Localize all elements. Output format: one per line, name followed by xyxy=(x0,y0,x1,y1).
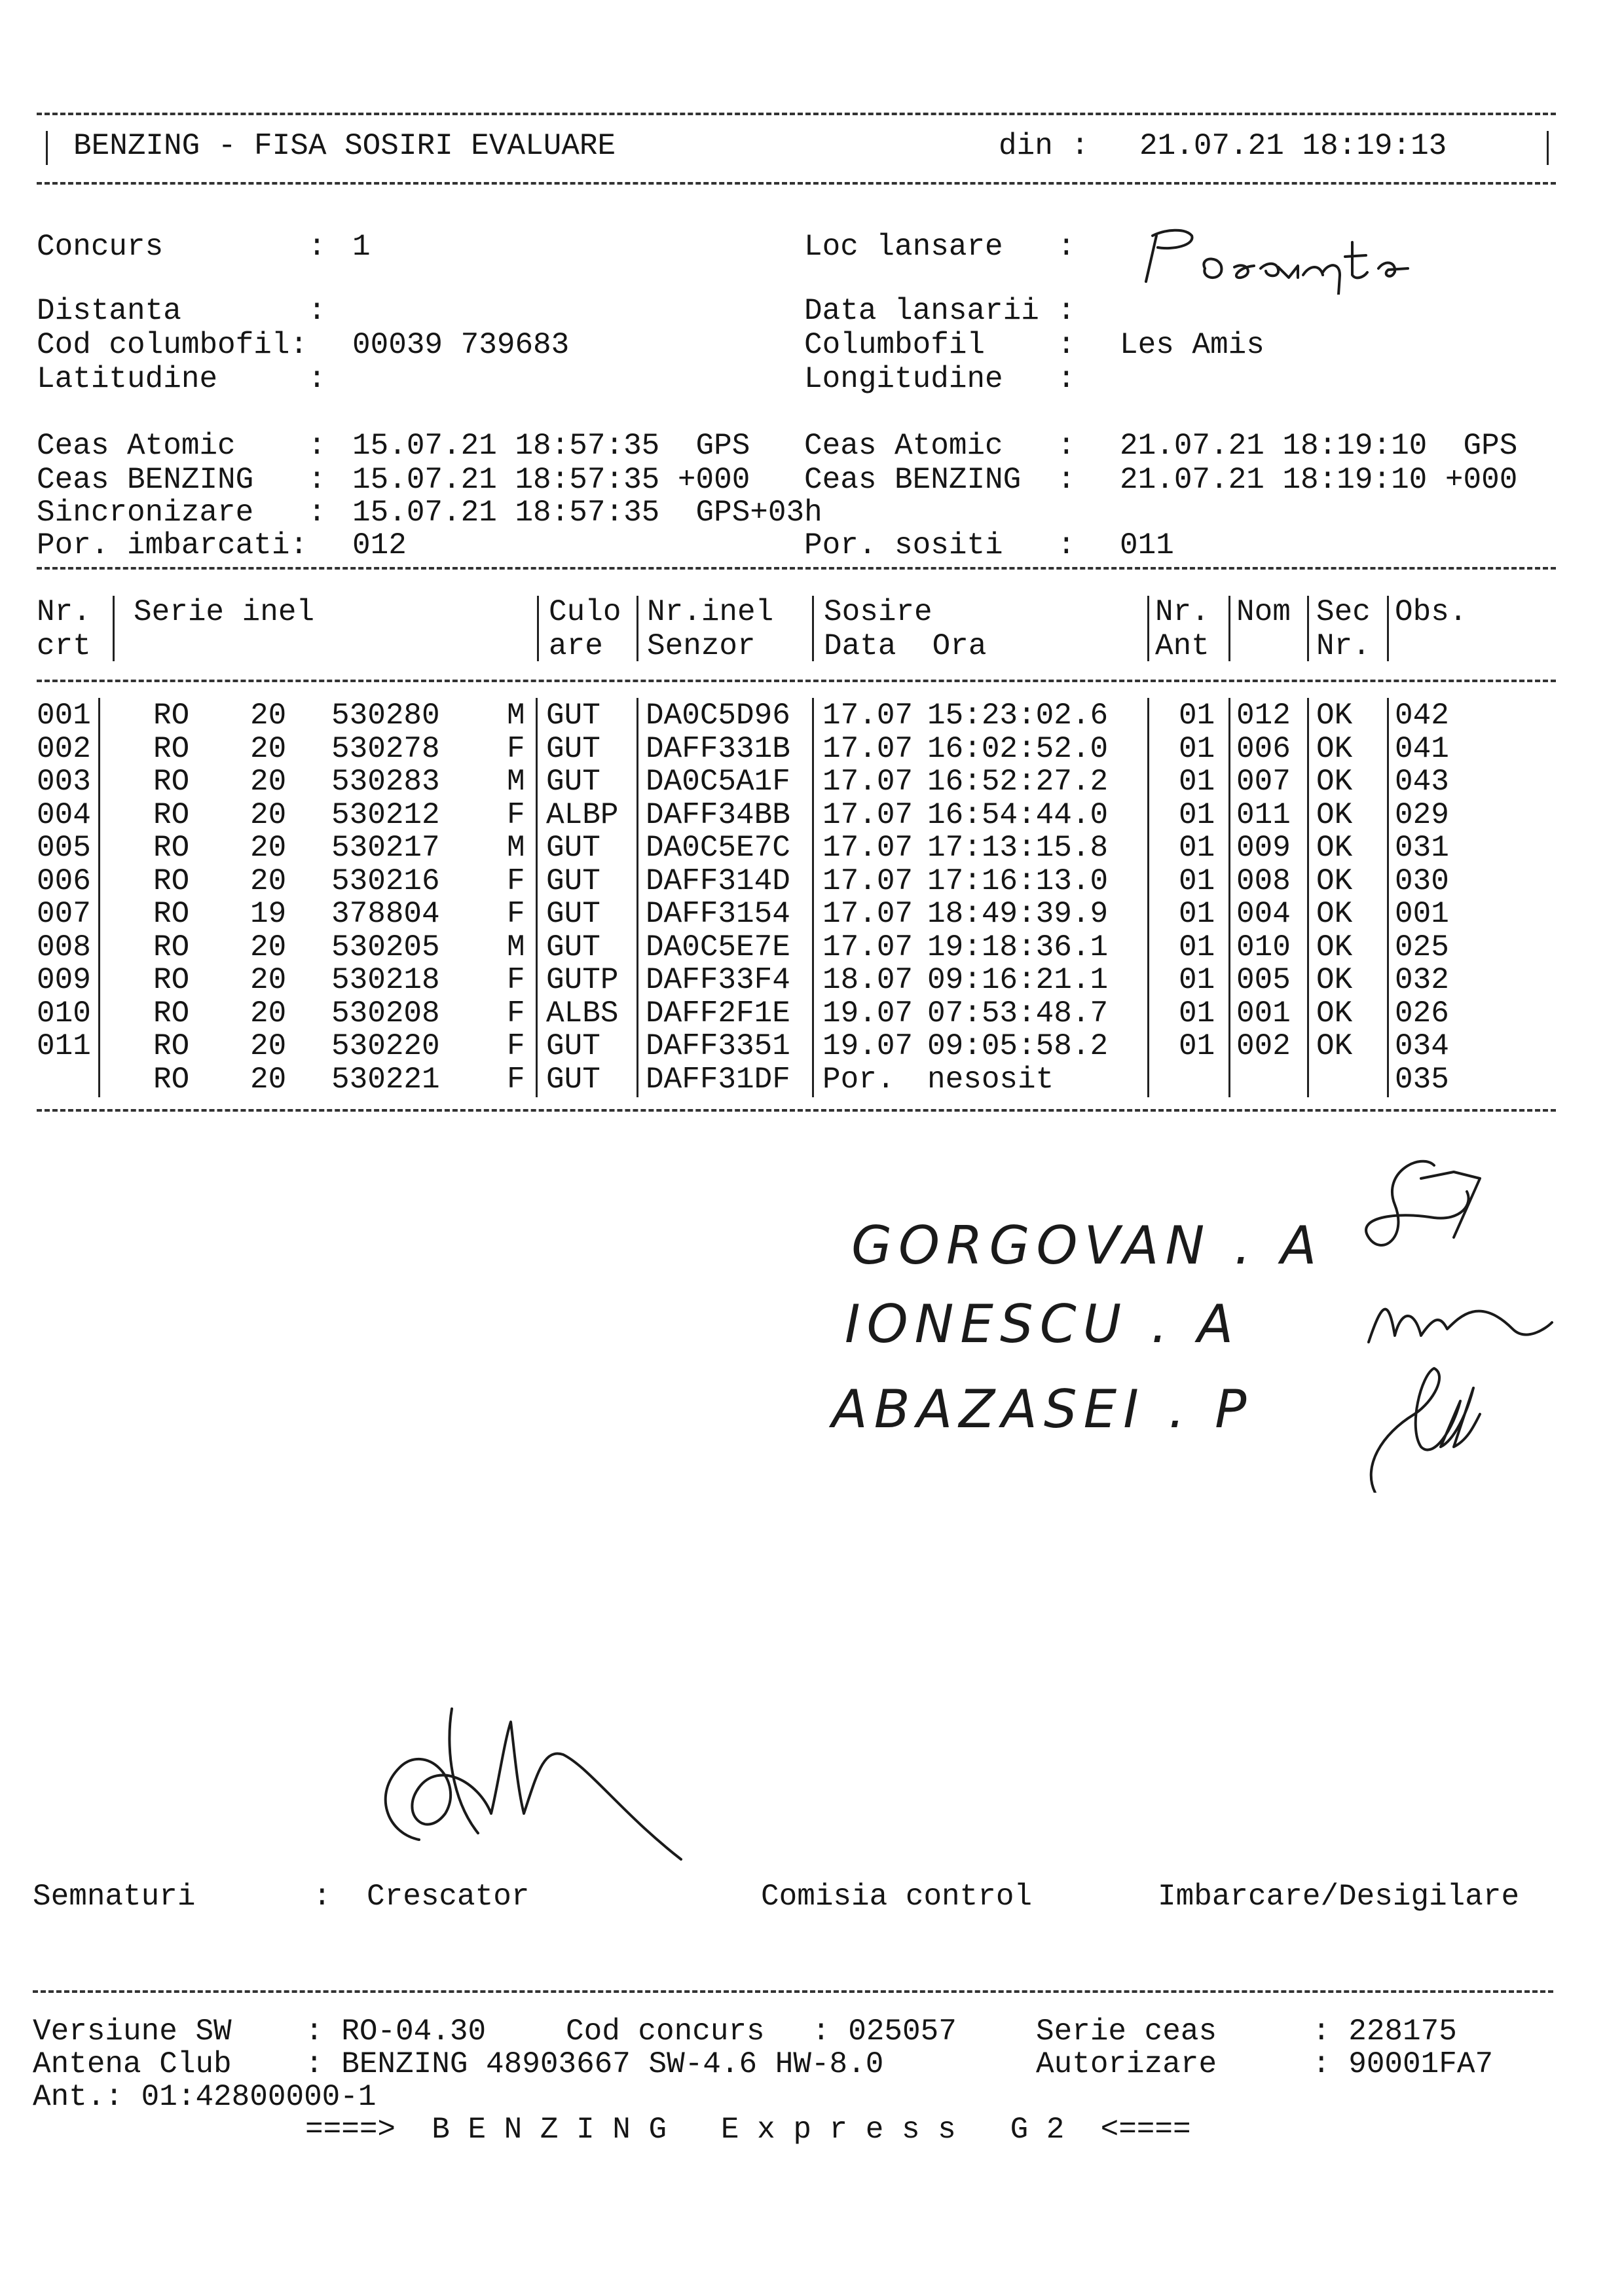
cell-date: Por. xyxy=(822,1062,895,1097)
crescator-label: Crescator xyxy=(367,1880,530,1914)
cell-ant: 01 xyxy=(1179,731,1215,766)
cell-time: 07:53:48.7 xyxy=(927,996,1109,1030)
cell-color: GUT xyxy=(546,1062,600,1097)
cell-year: 20 xyxy=(250,963,287,997)
cell-color: GUT xyxy=(546,765,600,799)
table-top-rule xyxy=(37,567,1556,570)
latitudine-label: Latitudine : xyxy=(37,362,326,396)
footer-top-rule xyxy=(33,1990,1553,1993)
cell-nom: 009 xyxy=(1236,831,1291,865)
cell-year: 20 xyxy=(250,930,287,964)
cell-ring: 530212 xyxy=(331,797,440,832)
header-top-rule xyxy=(37,113,1556,115)
cell-ant: 01 xyxy=(1179,897,1215,931)
cell-year: 20 xyxy=(250,699,287,733)
cod-columbofil-label: Cod columbofil: xyxy=(37,328,308,362)
cell-nr: 004 xyxy=(37,797,91,832)
cell-country: RO xyxy=(153,1029,190,1063)
serie-ceas-label: Serie ceas xyxy=(1036,2014,1217,2049)
cell-nr: 005 xyxy=(37,831,91,865)
columbofil-value: Les Amis xyxy=(1120,328,1264,362)
distanta-label: Distanta : xyxy=(37,294,326,328)
cell-ring: 530216 xyxy=(331,864,440,898)
autorizare-label: Autorizare xyxy=(1036,2047,1217,2081)
columbofil-label: Columbofil : xyxy=(804,328,1076,362)
cell-sex: F xyxy=(507,996,525,1030)
ceas-atomic-left-value: 15.07.21 18:57:35 GPS xyxy=(352,429,750,463)
por-sositi-label: Por. sositi : xyxy=(804,528,1076,562)
body-sep xyxy=(1147,698,1149,1097)
cell-country: RO xyxy=(153,996,190,1030)
hdr-sep xyxy=(812,596,814,661)
cell-nr: 010 xyxy=(37,996,91,1030)
cell-ant: 01 xyxy=(1179,930,1215,964)
cell-country: RO xyxy=(153,864,190,898)
cell-sex: M xyxy=(507,765,525,799)
cell-date: 17.07 xyxy=(822,765,913,799)
cell-year: 20 xyxy=(250,1062,287,1097)
cell-obs: 026 xyxy=(1395,996,1449,1030)
cell-year: 20 xyxy=(250,864,287,898)
ceas-atomic-right-label: Ceas Atomic : xyxy=(804,429,1076,463)
cell-sensor: DAFF2F1E xyxy=(646,996,790,1030)
cell-nr: 008 xyxy=(37,930,91,964)
cell-obs: 030 xyxy=(1395,864,1449,898)
cell-nr: 009 xyxy=(37,963,91,997)
cell-time: 15:23:02.6 xyxy=(927,699,1109,733)
cell-country: RO xyxy=(153,797,190,832)
cell-sec: OK xyxy=(1316,765,1353,799)
header-din-label: din : xyxy=(999,129,1090,163)
brand-line: ====> B E N Z I N G E x p r e s s G 2 <==== xyxy=(305,2113,1191,2147)
cell-ring: 530205 xyxy=(331,930,440,964)
col-header-ant: Ant xyxy=(1155,629,1209,663)
sincronizare-label: Sincronizare : xyxy=(37,496,326,530)
cell-sensor: DAFF3154 xyxy=(646,897,790,931)
ceas-benzing-left-value: 15.07.21 18:57:35 +000 xyxy=(352,463,750,497)
cell-ring: 530280 xyxy=(331,699,440,733)
cell-sec: OK xyxy=(1316,897,1353,931)
cell-sensor: DAFF3351 xyxy=(646,1029,790,1063)
col-header-data-ora: Data Ora xyxy=(824,629,987,663)
cell-sex: M xyxy=(507,930,525,964)
cell-ring: 530218 xyxy=(331,963,440,997)
cell-color: GUT xyxy=(546,699,600,733)
cell-color: GUT xyxy=(546,897,600,931)
col-header-obs: Obs. xyxy=(1395,595,1467,629)
cell-sensor: DAFF31DF xyxy=(646,1062,790,1097)
cell-country: RO xyxy=(153,1062,190,1097)
comisia-control-label: Comisia control xyxy=(761,1880,1033,1914)
col-header-crt: crt xyxy=(37,629,91,663)
cell-nr: 006 xyxy=(37,864,91,898)
body-sep xyxy=(1228,698,1230,1097)
cell-color: GUT xyxy=(546,864,600,898)
col-header-sosire: Sosire xyxy=(824,595,932,629)
cell-ring: 530208 xyxy=(331,996,440,1030)
autorizare-value: : 90001FA7 xyxy=(1312,2047,1494,2081)
hdr-sep xyxy=(537,596,539,661)
cell-time: 16:02:52.0 xyxy=(927,731,1109,766)
cell-sex: F xyxy=(507,897,525,931)
cell-color: GUT xyxy=(546,930,600,964)
cell-ring: 530283 xyxy=(331,765,440,799)
body-sep xyxy=(98,698,100,1097)
cell-year: 20 xyxy=(250,831,287,865)
cell-date: 17.07 xyxy=(822,897,913,931)
cell-obs: 031 xyxy=(1395,831,1449,865)
ceas-atomic-left-label: Ceas Atomic : xyxy=(37,429,326,463)
cell-nom: 011 xyxy=(1236,797,1291,832)
col-header-nr-ant: Nr. xyxy=(1155,595,1209,629)
imbarcare-desigilare-label: Imbarcare/Desigilare xyxy=(1158,1880,1520,1914)
cell-sensor: DA0C5D96 xyxy=(646,699,790,733)
ant-line: Ant.: 01:42800000-1 xyxy=(33,2080,377,2114)
cell-ant: 01 xyxy=(1179,797,1215,832)
cell-color: GUTP xyxy=(546,963,619,997)
versiune-sw-label: Versiune SW xyxy=(33,2014,232,2049)
cell-nr: 011 xyxy=(37,1029,91,1063)
cell-color: GUT xyxy=(546,731,600,766)
cell-ring: 530220 xyxy=(331,1029,440,1063)
cell-date: 17.07 xyxy=(822,797,913,832)
crescator-signature xyxy=(347,1683,688,1866)
cell-color: GUT xyxy=(546,1029,600,1063)
cell-obs: 029 xyxy=(1395,797,1449,832)
hdr-sep xyxy=(113,596,115,661)
cell-time: 19:18:36.1 xyxy=(927,930,1109,964)
cell-sensor: DA0C5E7E xyxy=(646,930,790,964)
body-sep xyxy=(1307,698,1309,1097)
col-header-nr: Nr. xyxy=(37,595,91,629)
col-header-senzor: Senzor xyxy=(647,629,756,663)
col-header-are: are xyxy=(549,629,603,663)
header-left-border xyxy=(46,131,48,165)
body-sep xyxy=(1387,698,1389,1097)
por-imbarcati-label: Por. imbarcati: xyxy=(37,528,308,562)
concurs-label: Concurs : xyxy=(37,230,326,264)
longitudine-label: Longitudine : xyxy=(804,362,1076,396)
col-header-culo: Culo xyxy=(549,595,621,629)
body-sep xyxy=(637,698,638,1097)
cell-obs: 042 xyxy=(1395,699,1449,733)
cell-sensor: DA0C5E7C xyxy=(646,831,790,865)
cell-country: RO xyxy=(153,930,190,964)
cell-nom: 010 xyxy=(1236,930,1291,964)
cell-time: 17:16:13.0 xyxy=(927,864,1109,898)
header-right-border xyxy=(1547,131,1549,165)
cell-nr: 003 xyxy=(37,765,91,799)
col-header-nom: Nom xyxy=(1236,595,1291,629)
cell-nom: 001 xyxy=(1236,996,1291,1030)
cell-ant: 01 xyxy=(1179,765,1215,799)
table-bottom-rule xyxy=(37,1109,1556,1112)
header-bottom-rule xyxy=(37,182,1556,185)
cell-date: 17.07 xyxy=(822,930,913,964)
ceas-benzing-right-value: 21.07.21 18:19:10 +000 xyxy=(1120,463,1518,497)
cell-sex: M xyxy=(507,699,525,733)
cell-ring: 378804 xyxy=(331,897,440,931)
cell-nom: 004 xyxy=(1236,897,1291,931)
cell-nom: 008 xyxy=(1236,864,1291,898)
cell-color: ALBS xyxy=(546,996,619,1030)
cell-sensor: DA0C5A1F xyxy=(646,765,790,799)
cell-sex: F xyxy=(507,1029,525,1063)
cell-year: 20 xyxy=(250,731,287,766)
col-header-nr-inel: Nr.inel xyxy=(647,595,774,629)
body-sep xyxy=(812,698,814,1097)
cell-obs: 034 xyxy=(1395,1029,1449,1063)
loc-lansare-handwriting xyxy=(1126,210,1467,295)
col-header-serie-inel: Serie inel xyxy=(134,595,315,629)
cell-time: 17:13:15.8 xyxy=(927,831,1109,865)
cell-sex: M xyxy=(507,831,525,865)
cell-date: 17.07 xyxy=(822,831,913,865)
antena-club-value: : BENZING 48903667 SW-4.6 HW-8.0 xyxy=(305,2047,884,2081)
concurs-value: 1 xyxy=(352,230,371,264)
cell-sec: OK xyxy=(1316,864,1353,898)
handwritten-name-gorgovan: GORGOVAN . A xyxy=(851,1215,1323,1276)
cell-ant: 01 xyxy=(1179,1029,1215,1063)
cell-nr: 007 xyxy=(37,897,91,931)
cell-date: 19.07 xyxy=(822,996,913,1030)
cod-concurs-label: Cod concurs xyxy=(566,2014,765,2049)
cell-sec: OK xyxy=(1316,731,1353,766)
por-imbarcati-value: 012 xyxy=(352,528,407,562)
cell-country: RO xyxy=(153,831,190,865)
handwritten-name-ionescu: IONESCU . A xyxy=(845,1294,1240,1355)
cell-sex: F xyxy=(507,963,525,997)
cell-year: 20 xyxy=(250,765,287,799)
cell-year: 20 xyxy=(250,996,287,1030)
cell-ant: 01 xyxy=(1179,963,1215,997)
body-sep xyxy=(536,698,538,1097)
header-din-value: 21.07.21 18:19:13 xyxy=(1139,129,1447,163)
hdr-sep xyxy=(1387,596,1389,661)
cell-sex: F xyxy=(507,1062,525,1097)
ceas-benzing-right-label: Ceas BENZING : xyxy=(804,463,1076,497)
ceas-benzing-left-label: Ceas BENZING : xyxy=(37,463,326,497)
cell-date: 17.07 xyxy=(822,864,913,898)
cell-ant: 01 xyxy=(1179,864,1215,898)
cell-ring: 530221 xyxy=(331,1062,440,1097)
handwritten-name-abazasei: ABAZASEI . P xyxy=(832,1379,1253,1440)
loc-lansare-label: Loc lansare : xyxy=(804,230,1076,264)
cell-ant: 01 xyxy=(1179,831,1215,865)
cell-color: ALBP xyxy=(546,797,619,832)
antena-club-label: Antena Club xyxy=(33,2047,232,2081)
cell-year: 19 xyxy=(250,897,287,931)
table-header-rule xyxy=(37,680,1556,682)
cod-columbofil-value: 00039 739683 xyxy=(352,328,570,362)
serie-ceas-value: : 228175 xyxy=(1312,2014,1457,2049)
col-header-sec-nr: Nr. xyxy=(1316,629,1371,663)
cell-country: RO xyxy=(153,963,190,997)
cell-obs: 043 xyxy=(1395,765,1449,799)
cell-sensor: DAFF331B xyxy=(646,731,790,766)
cell-sex: F xyxy=(507,864,525,898)
cell-sensor: DAFF314D xyxy=(646,864,790,898)
cell-sex: F xyxy=(507,797,525,832)
cell-nom: 007 xyxy=(1236,765,1291,799)
hdr-sep xyxy=(1307,596,1309,661)
cod-concurs-value: : 025057 xyxy=(812,2014,957,2049)
cell-time: 16:54:44.0 xyxy=(927,797,1109,832)
cell-time: 16:52:27.2 xyxy=(927,765,1109,799)
cell-obs: 035 xyxy=(1395,1062,1449,1097)
cell-time: nesosit xyxy=(927,1062,1054,1097)
cell-sec: OK xyxy=(1316,699,1353,733)
cell-nr: 001 xyxy=(37,699,91,733)
cell-obs: 032 xyxy=(1395,963,1449,997)
cell-obs: 041 xyxy=(1395,731,1449,766)
cell-sec: OK xyxy=(1316,797,1353,832)
cell-date: 18.07 xyxy=(822,963,913,997)
hdr-sep xyxy=(1228,596,1230,661)
cell-nr: 002 xyxy=(37,731,91,766)
cell-nom: 005 xyxy=(1236,963,1291,997)
data-lansarii-label: Data lansarii : xyxy=(804,294,1076,328)
versiune-sw-value: : RO-04.30 xyxy=(305,2014,487,2049)
cell-country: RO xyxy=(153,765,190,799)
cell-obs: 025 xyxy=(1395,930,1449,964)
cell-date: 19.07 xyxy=(822,1029,913,1063)
cell-sec: OK xyxy=(1316,996,1353,1030)
col-header-sec: Sec xyxy=(1316,595,1371,629)
hdr-sep xyxy=(1147,596,1149,661)
cell-nom: 002 xyxy=(1236,1029,1291,1063)
cell-sensor: DAFF33F4 xyxy=(646,963,790,997)
cell-year: 20 xyxy=(250,1029,287,1063)
cell-time: 09:16:21.1 xyxy=(927,963,1109,997)
cell-country: RO xyxy=(153,731,190,766)
document-title: BENZING - FISA SOSIRI EVALUARE xyxy=(73,129,616,163)
semnaturi-label: Semnaturi xyxy=(33,1880,196,1914)
cell-ant: 01 xyxy=(1179,996,1215,1030)
hdr-sep xyxy=(637,596,638,661)
commission-handwriting xyxy=(805,1152,1559,1493)
semnaturi-colon: : xyxy=(313,1880,331,1914)
cell-country: RO xyxy=(153,897,190,931)
cell-sec: OK xyxy=(1316,963,1353,997)
cell-sex: F xyxy=(507,731,525,766)
cell-sec: OK xyxy=(1316,1029,1353,1063)
cell-color: GUT xyxy=(546,831,600,865)
cell-nom: 006 xyxy=(1236,731,1291,766)
cell-date: 17.07 xyxy=(822,731,913,766)
cell-country: RO xyxy=(153,699,190,733)
cell-sensor: DAFF34BB xyxy=(646,797,790,832)
cell-ring: 530278 xyxy=(331,731,440,766)
sincronizare-value: 15.07.21 18:57:35 GPS+03h xyxy=(352,496,822,530)
cell-nom: 012 xyxy=(1236,699,1291,733)
cell-obs: 001 xyxy=(1395,897,1449,931)
cell-time: 09:05:58.2 xyxy=(927,1029,1109,1063)
cell-date: 17.07 xyxy=(822,699,913,733)
cell-sec: OK xyxy=(1316,930,1353,964)
cell-year: 20 xyxy=(250,797,287,832)
cell-time: 18:49:39.9 xyxy=(927,897,1109,931)
cell-sec: OK xyxy=(1316,831,1353,865)
cell-ring: 530217 xyxy=(331,831,440,865)
por-sositi-value: 011 xyxy=(1120,528,1174,562)
cell-ant: 01 xyxy=(1179,699,1215,733)
ceas-atomic-right-value: 21.07.21 18:19:10 GPS xyxy=(1120,429,1518,463)
